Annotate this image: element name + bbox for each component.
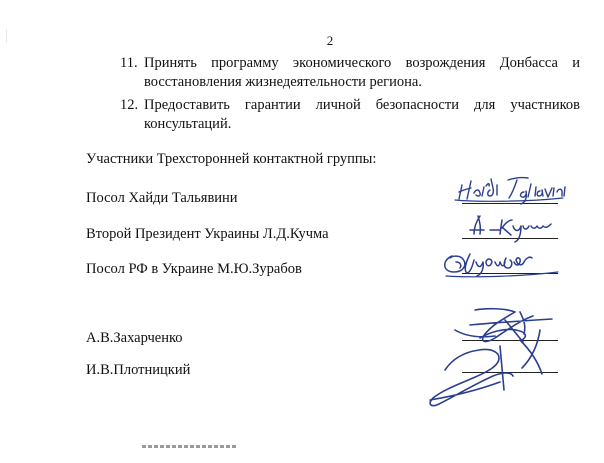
signature-line (462, 340, 558, 341)
list-item-11 (120, 54, 580, 92)
item-number: 12. (120, 97, 139, 113)
signatory-label-zurabov: Посол РФ в Украине М.Ю.Зурабов (86, 261, 302, 277)
signatory-label-tagliavini: Посол Хайди Тальявини (86, 190, 238, 206)
item-number: 11. (120, 55, 138, 71)
participants-heading: Участники Трехсторонней контактной группы: (86, 151, 377, 167)
item-text: Принять программу экономического возрождения Донбасса и восстановления жизнедеятельности региона. (144, 55, 580, 90)
signatory-label-plotnitsky: И.В.Плотницкий (86, 362, 191, 378)
list-item-12 (120, 96, 580, 134)
signatory-label-kuchma: Второй Президент Украины Л.Д.Кучма (86, 226, 329, 242)
signature-line (462, 238, 558, 239)
signature-line (462, 372, 558, 373)
signatory-label-zakharchenko: А.В.Захарченко (86, 330, 183, 346)
signature-zakharchenko (455, 309, 552, 342)
signature-tagliavini (455, 178, 565, 204)
signature-line (462, 203, 558, 204)
footer-scan-mark (142, 445, 252, 455)
item-text: Предоставить гарантии личной безопасности для участников консультаций. (144, 97, 580, 132)
signature-plotnitsky (430, 330, 542, 406)
signature-line (462, 273, 558, 274)
page-number: 2 (326, 33, 334, 48)
